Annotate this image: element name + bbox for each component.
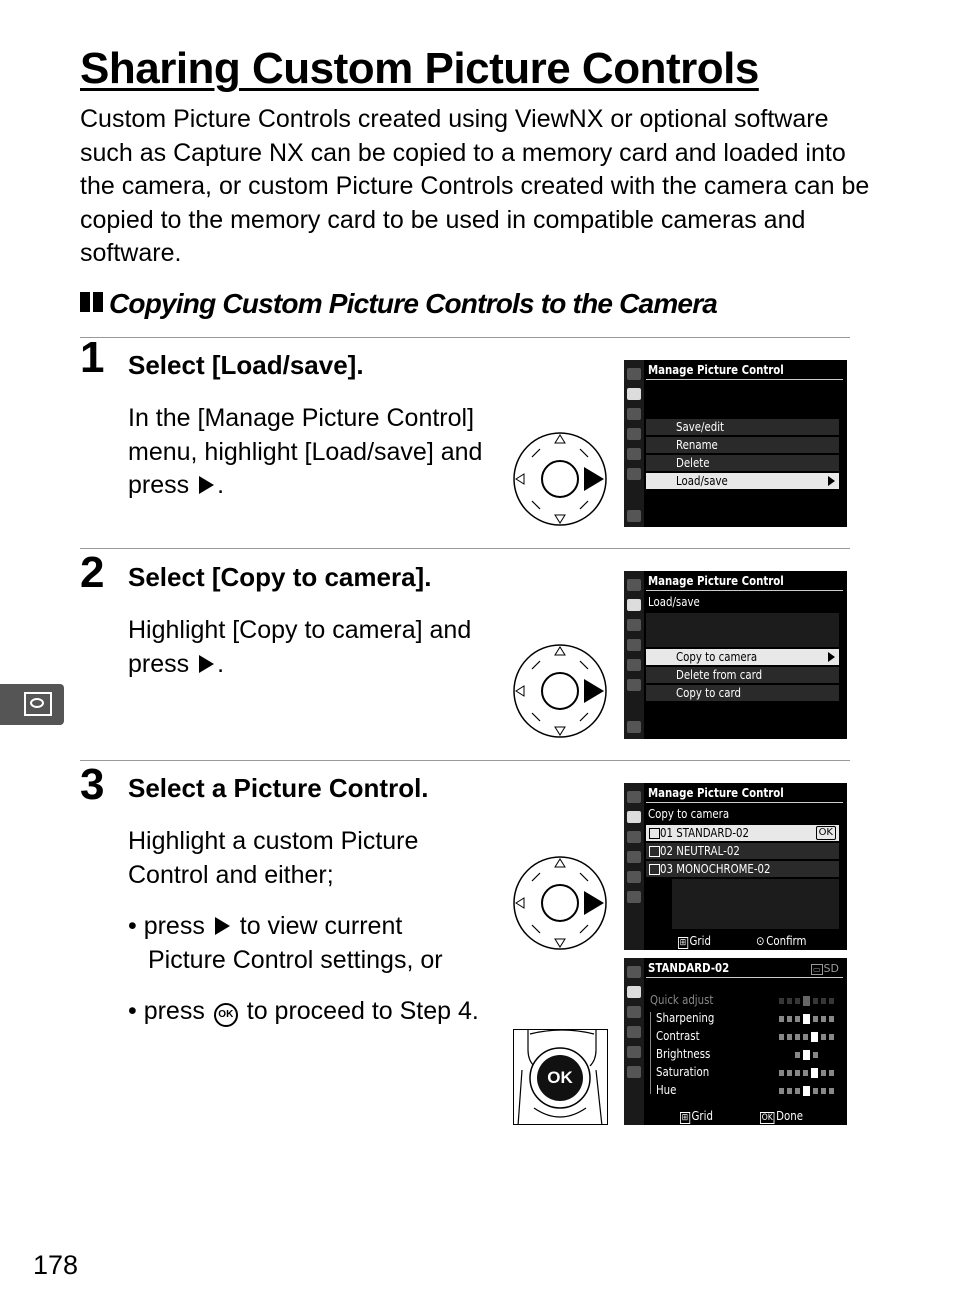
section-subheading [80,288,717,320]
page-title: Sharing Custom Picture Controls [80,44,759,93]
picture-control-item[interactable]: 01 STANDARD-02 OK [646,825,839,841]
ok-label: OK [547,1068,573,1087]
intro-paragraph: Custom Picture Controls created using ViewNX or optional software such as Capture NX can be copied to a memory card and loaded into the camera, or custom Picture Controls created with the camera can be copied to the memory card to be used in compatible cameras and software. [80,105,870,268]
step-title: Select [Load/save]. [128,350,364,380]
step-number: 2 [80,548,105,597]
bullet-proceed [128,995,479,1029]
menu-item-delete-from-card[interactable]: Delete from card [646,667,839,683]
footer-grid: ⊞ Grid [679,934,711,948]
footer-confirm: ⊙ Confirm [756,934,807,948]
camera-screen-manage-picture-control [624,360,847,527]
screen-rule [646,590,843,591]
divider [80,337,850,338]
right-triangle-icon [199,655,214,673]
footer-done: OK Done [761,1109,803,1123]
bullet-view-settings [128,910,443,977]
picture-control-item[interactable]: 02 NEUTRAL-02 [646,843,839,859]
screen-title: Manage Picture Control [648,786,784,800]
screen-title: Manage Picture Control [648,363,784,377]
adjust-slider [775,1050,837,1060]
screen-rule [646,802,843,803]
camera-screen-standard-02 [624,958,847,1125]
step-text [128,614,498,681]
menu-tab-strip [624,571,644,739]
step-text-part: In the [Manage Picture Control] menu, highlight [Load/save] and press [128,404,483,500]
bullet-text: • press [128,997,205,1025]
adjust-slider [775,1086,837,1096]
step-text-part: . [217,649,225,678]
bullet-text: to view current [239,912,403,940]
card-icon [649,864,660,875]
step-number: 3 [80,760,105,809]
subheading-text: Copying Custom Picture Controls to the Camera [109,288,718,319]
tree-line [650,1012,651,1094]
picture-control-icon [24,692,52,716]
param-hue[interactable]: Hue [656,1083,677,1097]
card-icon [649,846,660,857]
screen-subtitle: Load/save [648,595,700,609]
menu-item-load-save[interactable]: Load/save [646,473,839,489]
param-contrast[interactable]: Contrast [656,1029,700,1043]
menu-tab-strip [624,958,644,1125]
right-arrow-icon [828,652,835,662]
param-brightness[interactable]: Brightness [656,1047,711,1061]
step-title: Select a Picture Control. [128,773,429,803]
right-arrow-icon [828,476,835,486]
quick-adjust-label: Quick adjust [650,993,714,1007]
divider [80,548,850,549]
menu-item-delete[interactable]: Delete [646,455,839,471]
adjust-slider [775,1014,837,1024]
menu-item-copy-to-camera[interactable]: Copy to camera [646,649,839,665]
heading-marker-icon [80,292,90,312]
multi-selector-icon [512,643,610,741]
divider [80,760,850,761]
step-title: Select [Copy to camera]. [128,562,432,592]
menu-spacer [646,613,839,647]
page-number: 178 [33,1250,79,1280]
card-icon [649,828,660,839]
ok-button-icon: OK [214,1003,238,1027]
camera-screen-load-save [624,571,847,739]
right-triangle-icon [199,476,214,494]
menu-item-rename[interactable]: Rename [646,437,839,453]
heading-marker-icon [93,292,103,312]
sd-badge: ▭ SD [812,962,839,975]
multi-selector-icon [512,855,610,953]
screen-rule [646,977,843,978]
step-number: 1 [80,333,105,382]
step-text-part: Highlight [Copy to camera] and press [128,616,472,678]
picture-control-item[interactable]: 03 MONOCHROME-02 [646,861,839,877]
bullet-text: Picture Control settings, or [148,945,443,974]
screen-title: Manage Picture Control [648,574,784,588]
step-text [128,402,498,503]
bullet-text: to proceed to Step 4. [246,997,479,1025]
retouch-tab-icon [0,684,64,725]
param-sharpening[interactable]: Sharpening [656,1011,715,1025]
adjust-slider [775,1032,837,1042]
menu-tab-strip [624,360,644,527]
param-saturation[interactable]: Saturation [656,1065,710,1079]
step-text: Highlight a custom Picture Control and either; [128,827,419,889]
right-triangle-icon [215,917,230,935]
multi-selector-icon [512,431,610,529]
adjust-slider [775,1068,837,1078]
list-empty-area [672,879,839,929]
bullet-text: • press [128,912,205,940]
step-text-part: . [217,471,225,500]
screen-subtitle: Copy to camera [648,807,730,821]
menu-tab-strip [624,783,644,950]
ok-button-illustration [513,1029,608,1125]
footer-grid: ⊞ Grid [681,1109,713,1123]
screen-rule [646,379,843,380]
camera-screen-copy-to-camera [624,783,847,950]
ok-badge: OK [816,826,836,840]
adjust-slider [775,996,837,1006]
menu-item-save-edit[interactable]: Save/edit [646,419,839,435]
menu-item-copy-to-card[interactable]: Copy to card [646,685,839,701]
screen-title: STANDARD-02 [648,961,730,975]
